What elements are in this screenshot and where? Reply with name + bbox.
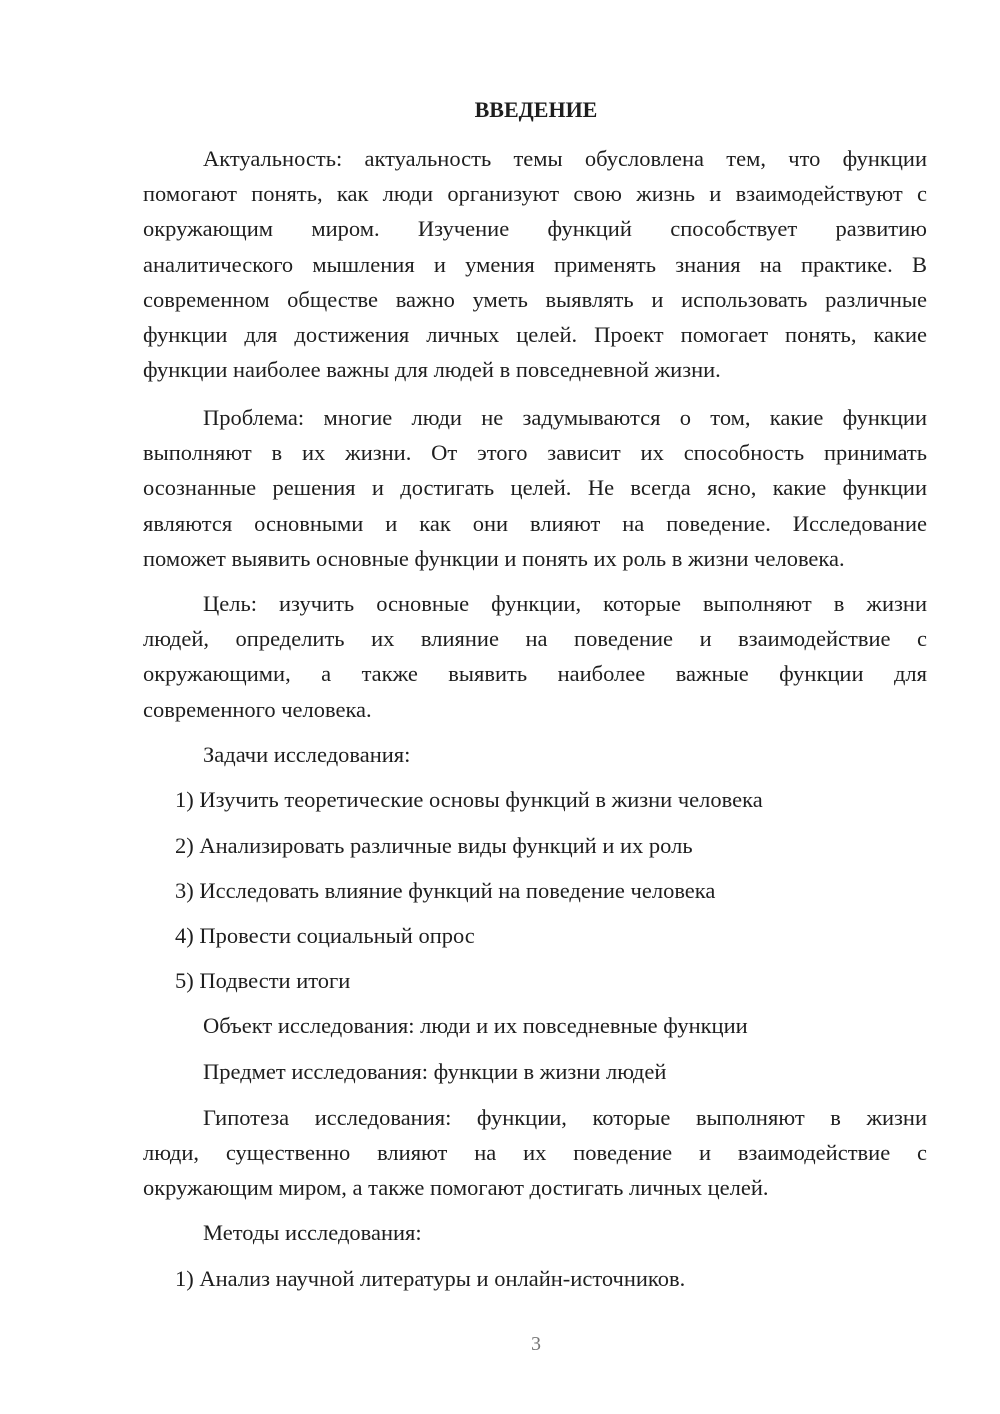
relevance-line: Актуальность: актуальность темы обусловлена тем, что функции xyxy=(203,146,927,171)
task-item: 2) Анализировать различные виды функций и их роль xyxy=(175,833,693,858)
problem-line: выполняют в их жизни. От этого зависит их способность принимать xyxy=(143,440,927,466)
hypothesis-line: люди, существенно влияют на их поведение и взаимодействие с xyxy=(143,1140,927,1166)
relevance-paragraph xyxy=(143,141,927,387)
goal-line: окружающими, а также выявить наиболее важные функции для xyxy=(143,661,927,687)
page-title: ВВЕДЕНИЕ xyxy=(474,97,598,122)
page-number: 3 xyxy=(531,1333,541,1355)
method-item: 1) Анализ научной литературы и онлайн-источников. xyxy=(175,1266,686,1291)
goal-line: Цель: изучить основные функции, которые выполняют в жизни xyxy=(203,591,927,616)
problem-line: Проблема: многие люди не задумываются о том, какие функции xyxy=(203,405,927,430)
relevance-line: функции для достижения личных целей. Проект помогает понять, какие xyxy=(143,322,927,348)
problem-line: осознанные решения и достигать целей. Не всегда ясно, какие функции xyxy=(143,475,927,501)
research-object: Объект исследования: люди и их повседневные функции xyxy=(203,1013,748,1038)
tasks-heading: Задачи исследования: xyxy=(203,742,411,767)
relevance-line: окружающим миром. Изучение функций способствует развитию xyxy=(143,216,927,242)
task-item: 5) Подвести итоги xyxy=(175,968,351,993)
task-item: 4) Провести социальный опрос xyxy=(175,923,475,948)
task-item: 3) Исследовать влияние функций на поведение человека xyxy=(175,878,716,903)
hypothesis-line: Гипотеза исследования: функции, которые выполняют в жизни xyxy=(203,1105,927,1130)
methods-heading: Методы исследования: xyxy=(203,1220,422,1245)
goal-paragraph xyxy=(143,586,927,727)
hypothesis-line: окружающим миром, а также помогают достигать личных целей. xyxy=(143,1175,769,1201)
problem-line: являются основными и как они влияют на поведение. Исследование xyxy=(143,510,927,536)
goal-line: современного человека. xyxy=(143,696,372,722)
problem-paragraph xyxy=(143,400,927,576)
research-subject: Предмет исследования: функции в жизни людей xyxy=(203,1059,667,1084)
problem-line: поможет выявить основные функции и понять их роль в жизни человека. xyxy=(143,545,845,571)
relevance-line: современном обществе важно уметь выявлять и использовать различные xyxy=(143,286,927,312)
goal-line: людей, определить их влияние на поведение и взаимодействие с xyxy=(143,626,927,652)
relevance-line: помогают понять, как люди организуют свою жизнь и взаимодействуют с xyxy=(143,181,927,207)
relevance-line: аналитического мышления и умения применять знания на практике. В xyxy=(143,251,927,277)
relevance-line: функции наиболее важны для людей в повседневной жизни. xyxy=(143,357,721,383)
task-item: 1) Изучить теоретические основы функций в жизни человека xyxy=(175,787,763,812)
hypothesis-paragraph xyxy=(143,1100,927,1206)
